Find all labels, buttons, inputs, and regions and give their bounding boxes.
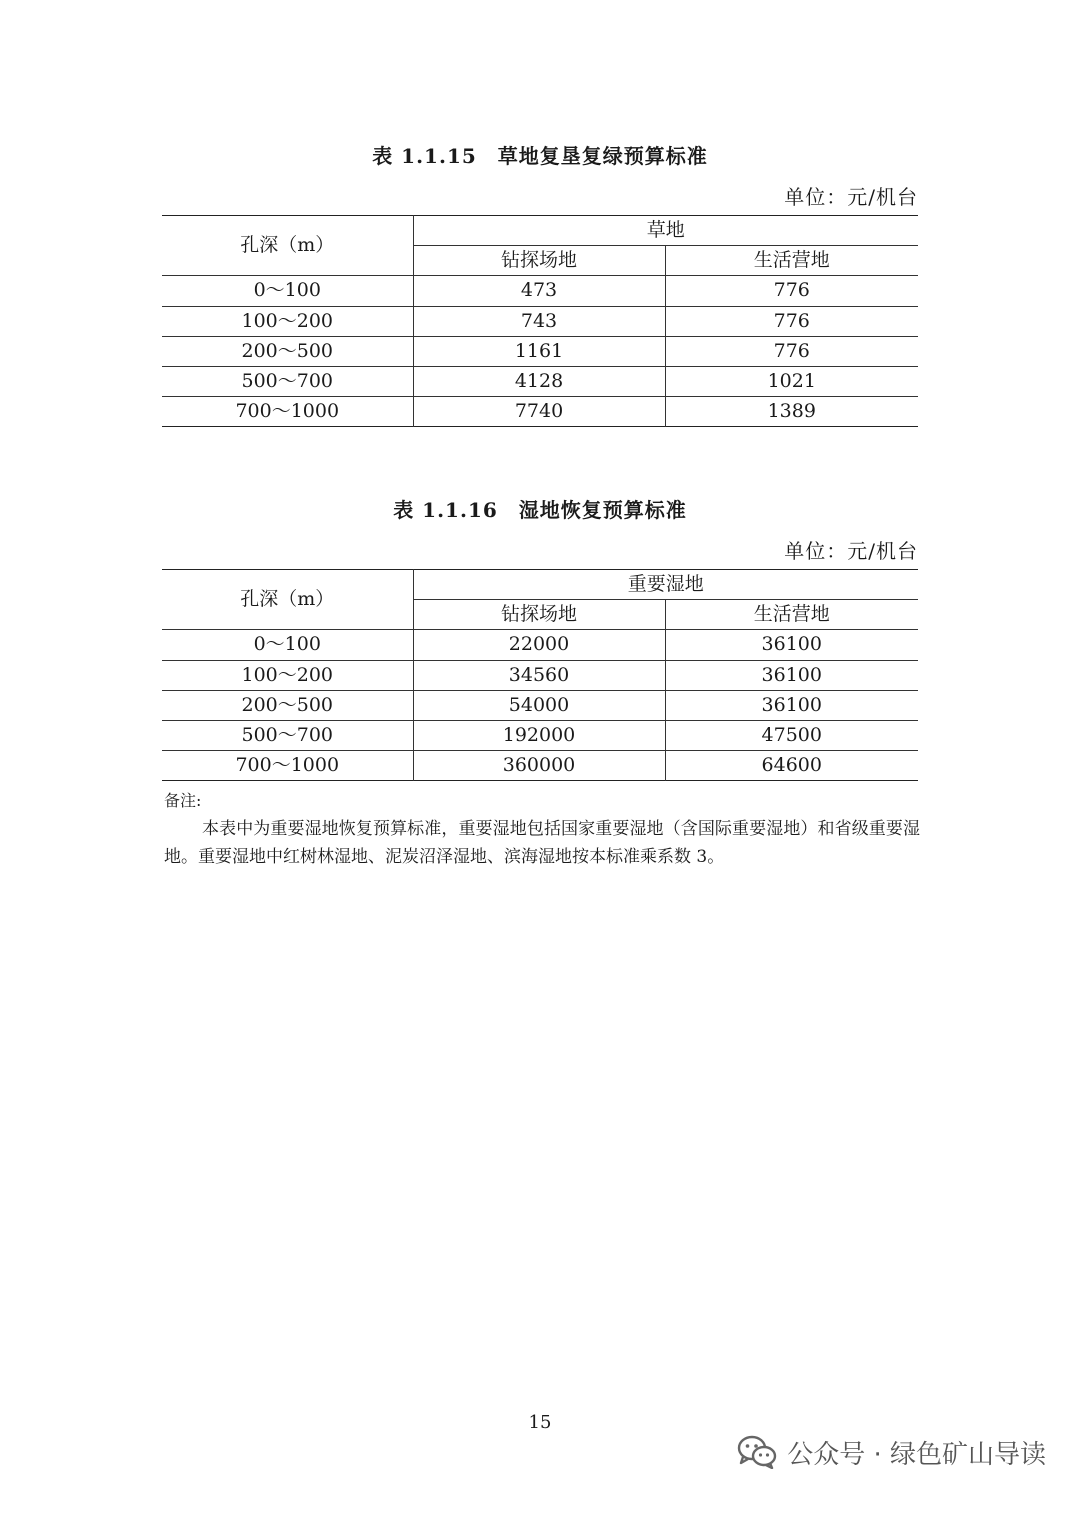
cell-depth: 700～1000 (162, 751, 413, 781)
page-number: 15 (528, 1412, 552, 1433)
cell-camp: 776 (665, 336, 918, 366)
header-depth: 孔深（m） (162, 216, 413, 276)
cell-site: 743 (413, 306, 665, 336)
cell-camp: 1021 (665, 366, 918, 396)
table-2-title: 表 1.1.16 湿地恢复预算标准 (393, 498, 687, 522)
table-row (162, 306, 918, 336)
table-row (162, 366, 918, 396)
cell-site: 22000 (413, 630, 665, 660)
table-row (162, 660, 918, 690)
cell-depth: 100～200 (162, 660, 413, 690)
table-header-row (162, 570, 918, 600)
table-1 (162, 215, 918, 427)
cell-site: 360000 (413, 751, 665, 781)
cell-camp: 1389 (665, 397, 918, 427)
cell-depth: 200～500 (162, 336, 413, 366)
cell-camp: 776 (665, 306, 918, 336)
cell-depth: 700～1000 (162, 397, 413, 427)
wechat-icon (737, 1435, 777, 1469)
table-row (162, 397, 918, 427)
watermark (737, 1432, 1046, 1472)
cell-site: 192000 (413, 720, 665, 750)
cell-site: 1161 (413, 336, 665, 366)
cell-depth: 100～200 (162, 306, 413, 336)
cell-depth: 0～100 (162, 630, 413, 660)
header-drill-site: 钻探场地 (413, 600, 665, 630)
note-text: 本表中为重要湿地恢复预算标准，重要湿地包括国家重要湿地（含国际重要湿地）和省级重要湿地。重要湿地中红树林湿地、泥炭沼泽湿地、滨海湿地按本标准乘系数 3。 (164, 819, 920, 867)
cell-camp: 776 (665, 276, 918, 306)
cell-depth: 500～700 (162, 366, 413, 396)
cell-camp: 36100 (665, 630, 918, 660)
table-1-title: 表 1.1.15 草地复垦复绿预算标准 (372, 144, 708, 168)
header-camp: 生活营地 (665, 246, 918, 276)
table-row (162, 720, 918, 750)
table-row (162, 751, 918, 781)
watermark-text: 公众号 · 绿色矿山导读 (787, 1439, 1046, 1470)
cell-site: 7740 (413, 397, 665, 427)
header-group: 重要湿地 (413, 570, 918, 600)
table-2 (162, 569, 918, 781)
table-header-row (162, 216, 918, 246)
table-1-unit: 单位：元/机台 (784, 185, 918, 209)
table-row (162, 690, 918, 720)
header-drill-site: 钻探场地 (413, 246, 665, 276)
cell-site: 4128 (413, 366, 665, 396)
header-camp: 生活营地 (665, 600, 918, 630)
cell-site: 34560 (413, 660, 665, 690)
table-row (162, 630, 918, 660)
table-2-unit: 单位：元/机台 (784, 539, 918, 563)
header-group: 草地 (413, 216, 918, 246)
cell-depth: 500～700 (162, 720, 413, 750)
cell-depth: 0～100 (162, 276, 413, 306)
cell-site: 54000 (413, 690, 665, 720)
table-row (162, 336, 918, 366)
cell-camp: 64600 (665, 751, 918, 781)
cell-camp: 36100 (665, 660, 918, 690)
cell-camp: 47500 (665, 720, 918, 750)
cell-site: 473 (413, 276, 665, 306)
note-label: 备注: (164, 791, 202, 810)
cell-camp: 36100 (665, 690, 918, 720)
cell-depth: 200～500 (162, 690, 413, 720)
header-depth: 孔深（m） (162, 570, 413, 630)
table-row (162, 276, 918, 306)
